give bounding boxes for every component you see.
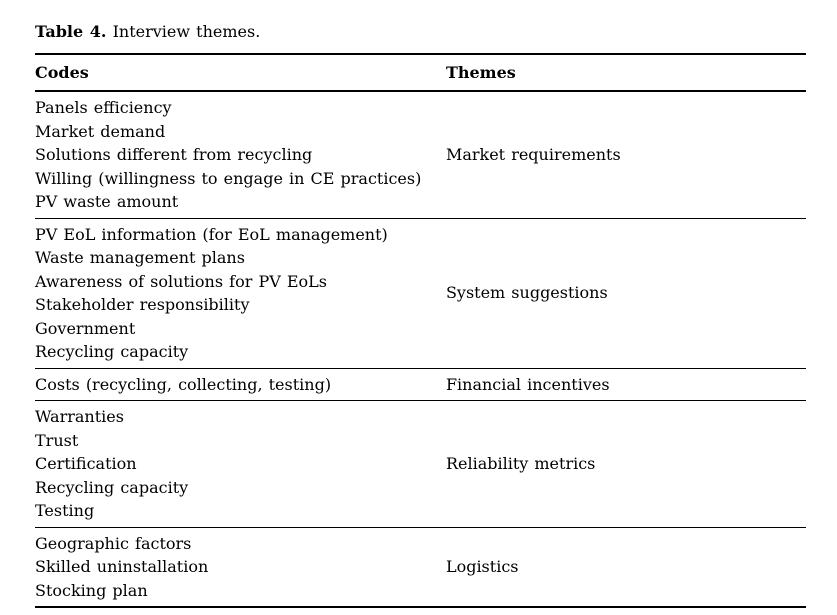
- code-item: Costs (recycling, collecting, testing): [35, 374, 332, 394]
- table-row-market-requirements: [35, 91, 806, 218]
- code-item: Willing (willingness to engage in CE practices): [35, 168, 422, 188]
- codes-cell: [35, 401, 446, 528]
- column-header-themes: Themes: [446, 54, 806, 91]
- table-row-reliability-metrics: [35, 401, 806, 528]
- code-item: Stakeholder responsibility: [35, 295, 250, 314]
- code-item: Panels efficiency: [35, 98, 172, 117]
- code-item: Warranties: [35, 407, 124, 426]
- code-item: Recycling capacity: [35, 477, 189, 497]
- theme-cell: Logistics: [445, 557, 519, 576]
- code-item: Certification: [35, 454, 137, 473]
- code-item: Government: [35, 318, 136, 338]
- table-caption-label: Table 4.: [35, 22, 107, 41]
- code-item: Recycling capacity: [35, 342, 189, 361]
- codes-cell: [35, 527, 446, 607]
- code-item: Solutions different from recycling: [35, 145, 313, 164]
- codes-cell: [35, 91, 446, 218]
- codes-cell: [35, 218, 446, 368]
- table-row-financial-incentives: [35, 368, 806, 401]
- codes-cell: [35, 368, 446, 401]
- table-figure: [35, 22, 806, 608]
- header-row: [35, 54, 806, 91]
- interview-themes-table: [35, 53, 806, 608]
- code-item: Testing: [35, 501, 95, 520]
- code-item: Stocking plan: [35, 580, 148, 600]
- table-caption-text: Interview themes.: [112, 22, 261, 41]
- code-item: Waste management plans: [35, 248, 245, 267]
- code-item: Trust: [35, 430, 79, 450]
- table-row-logistics: [35, 527, 806, 607]
- column-header-codes: Codes: [35, 54, 446, 91]
- code-item: Skilled uninstallation: [35, 557, 209, 576]
- theme-cell: System suggestions: [445, 283, 608, 303]
- code-item: Awareness of solutions for PV EoLs: [35, 271, 327, 291]
- code-item: Market demand: [35, 121, 166, 141]
- table-caption: [35, 22, 806, 42]
- theme-cell: Reliability metrics: [445, 454, 596, 473]
- table-row-system-suggestions: [35, 218, 806, 368]
- theme-cell: Financial incentives: [445, 374, 610, 394]
- code-item: PV EoL information (for EoL management): [35, 224, 388, 244]
- theme-cell: Market requirements: [445, 145, 621, 164]
- code-item: PV waste amount: [35, 192, 179, 211]
- code-item: Geographic factors: [35, 533, 192, 553]
